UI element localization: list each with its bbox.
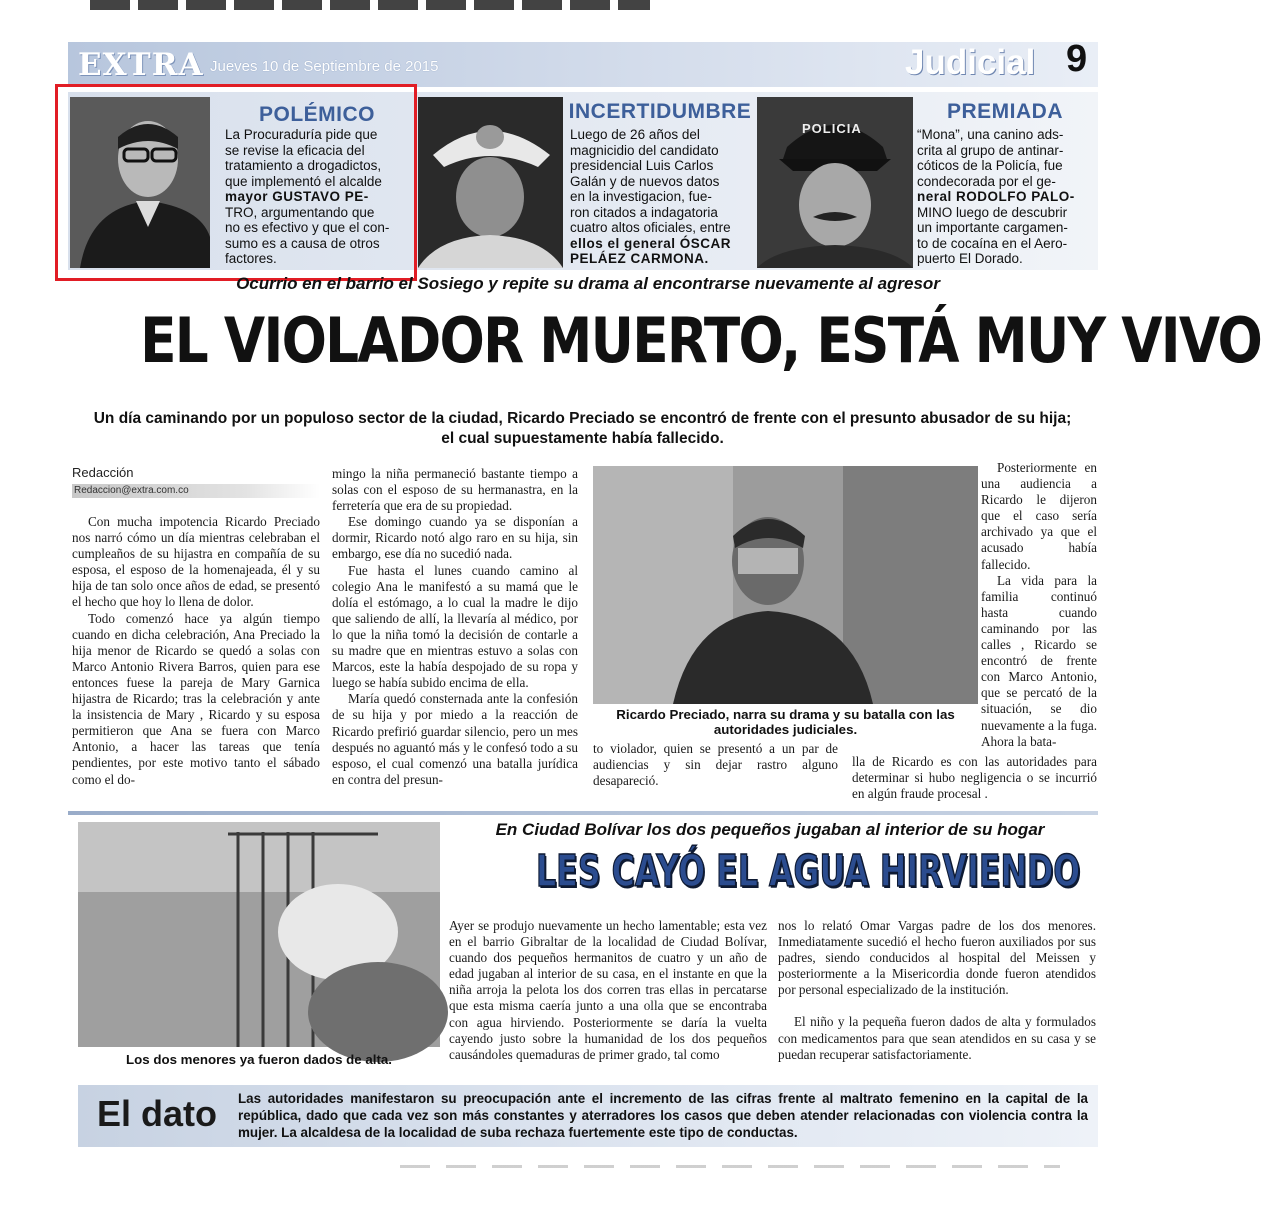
photo-caption-children: Los dos menores ya fueron dados de alta. <box>125 1052 392 1067</box>
bottom-edge-noise <box>400 1165 1060 1168</box>
story2-column-2: nos lo relató Omar Vargas padre de los dos menores. Inmediatamente sucedió el hecho fueron auxiliados por sus padres, siendo conducidos al hospital del Meissen y posteriormente a la Misericordia donde fueron atendidos por personal especializado de la institución. El niño y la pequeña fueron dados de alta y formulados con medicamentos para que sean atendidos en su casa y se puedan recuperar satisfactoriamente. <box>778 918 1096 1062</box>
issue-date: Jueves 10 de Septiembre de 2015 <box>210 58 439 75</box>
story-column-2: mingo la niña permaneció bastante tiempo a solas con el esposo de su hermanastra, en la ferretería que era de su propiedad. Ese domingo cuando ya se disponían a dormir, Ricardo notó algo raro en su hija, sin embargo, ese día no sucedió nada. Fue hasta el lunes cuando camino al colegio Ana le manifestó a su mamá que le dolía el estómago, a lo cual la madre le dijo que saliendo de allí, la llevaría al médico, por lo que la niña tomó la decisión de contarle a su madre que en mientras estuvo a solas con Marcos, este la había despojado de su ropa y luego se había subido encima de ella. María quedó consternada ante la confesión de su hija y por miedo a la reacción de Ricardo prefirió guardar silencio, pero un mes después no aguantó más y le confesó todo a su esposo, el cual comenzó una batalla jurídica en contra del presun- <box>332 466 578 787</box>
teaser-kicker-incertidumbre: INCERTIDUMBRE <box>568 100 752 123</box>
hospital-illustration <box>78 822 440 1047</box>
teaser-body-premiada: “Mona”, una canino ads- crita al grupo de antinar- cóticos de la Policía, fue condecorada por el ge- neral RODOLFO PALO- MINO luego de descubrir un importante cargamen- to de cocaína en el Aero- puerto El Dorado. <box>917 127 1075 266</box>
byline-email: Redaccion@extra.com.co <box>74 485 189 496</box>
el-dato-title: El dato <box>97 1093 218 1134</box>
page-number: 9 <box>1066 38 1088 80</box>
brand-logo: EXTRA <box>78 47 204 83</box>
highlight-box <box>55 84 417 281</box>
top-edge-noise <box>90 0 650 10</box>
section-divider <box>68 811 1098 815</box>
photo-ricardo-preciado <box>593 466 978 704</box>
photo-rodolfo-palomino <box>757 97 913 268</box>
portrait-illustration <box>418 97 563 268</box>
teaser-kicker-polemico: POLÉMICO <box>258 103 375 126</box>
story-headline: EL VIOLADOR MUERTO, ESTÁ MUY VIVO <box>140 304 1261 377</box>
el-dato-text: Las autoridades manifestaron su preocupación ante el incremento de las cifras frente al maltrato femenino en la capital de la república, dado que cada vez son más constantes y aterradores los casos que deben atender relacionadas con violencia contra la mujer. La alcaldesa de la localidad de suba rechaza fuertemente este tipo de conductas. <box>238 1091 1088 1140</box>
photo-caption-ricardo: Ricardo Preciado, narra su drama y su batalla con las autoridades judiciales. <box>616 707 955 737</box>
story2-headline: LES CAYÓ EL AGUA HIRVIENDO <box>536 846 1081 897</box>
story-column-3-continued: to violador, quien se presentó a un par de audiencias y sin dejar rastro alguno desapareció. <box>593 741 838 789</box>
byline: Redacción <box>72 465 134 480</box>
story-column-4: Posteriormente en una audiencia a Ricardo le dijeron que el caso sería archivado ya que el acusado había fallecido. La vida para la familia continuó hasta cuando caminando por las calles , Ricardo se encontró de frente con Marco Antonio, que se percató de la situación, se dio nuevamente a la fuga. Ahora la bata- <box>981 460 1097 749</box>
story-column-1: Con mucha impotencia Ricardo Preciado nos narró cómo un día mientras celebraban el cumpleaños de su hijastra en compañía de su esposa, el esposo de la homenajeada, él y su hija de tan solo once años de edad, se presentó el hecho que hoy lo llena de dolor. Todo comenzó hace ya algún tiempo cuando en dicha celebración, Ana Preciado la hija menor de Ricardo se quedó a solas con Marco Antonio Rivera Barros, quien para ese entonces fuese la pareja de Mary Garnica hijastra de Ricardo; tras la celebración y ante la insistencia de Mary , Ricardo y su esposa permitieron que Ana se fuera con Marco Antonio, a hacer las tareas que tenía pendientes, por este motivo tanto el sábado como el do- <box>72 514 320 787</box>
story-kicker: Ocurrio en el barrio el Sosiego y repite su drama al encontrarse nuevamente al agresor <box>236 274 940 293</box>
story2-kicker: En Ciudad Bolívar los dos pequeños jugaban al interior de su hogar <box>495 820 1045 839</box>
photo-oscar-pelaez <box>418 97 563 268</box>
portrait-illustration <box>593 466 978 704</box>
photo-children-hospital <box>78 822 440 1047</box>
teaser-body-polemico: La Procuraduría pide que se revise la eficacia del tratamiento a drogadictos, que implementó el alcalde mayor GUSTAVO PE- TRO, argumentando que no es efectivo y que el con- sumo es a causa de otros factores. <box>225 127 390 266</box>
section-title: Judicial <box>905 43 1036 82</box>
teaser-kicker-premiada: PREMIADA <box>946 100 1063 123</box>
teaser-body-incertidumbre: Luego de 26 años del magnicidio del candidato presidencial Luis Carlos Galán y de nuevos datos en la investigacion, fue- ron citados a indagatoria cuatro altos oficiales, entre ellos el general ÓSCAR PELÁEZ CARMONA. <box>570 127 732 266</box>
story2-column-1: Ayer se produjo nuevamente un hecho lamentable; esta vez en el barrio Gibraltar de la localidad de Ciudad Bolívar, cuando dos pequeños hermanitos de cuatro y un año de edad jugaban al interior de su casa, en el instante en que la niña arroja la pelota los dos corren tras ellas in percatarse que esta misma caería junto a una olla que se encontraba con agua hirviendo. Posteriormente se daría la vuelta cayendo justo sobre la humanidad de los dos pequeños causándoles quemaduras de primer grado, tal como <box>449 918 767 1062</box>
cap-label: POLICIA <box>802 121 862 136</box>
story-deck: Un día caminando por un populoso sector de la ciudad, Ricardo Preciado se encontró de frente con el presunto abusador de su hija; el cual supuestamente había fallecido. <box>93 410 1072 447</box>
story-column-4-continued: lla de Ricardo es con las autoridades para determinar si hubo negligencia o se incurrió en algún fraude procesal . <box>852 754 1097 802</box>
